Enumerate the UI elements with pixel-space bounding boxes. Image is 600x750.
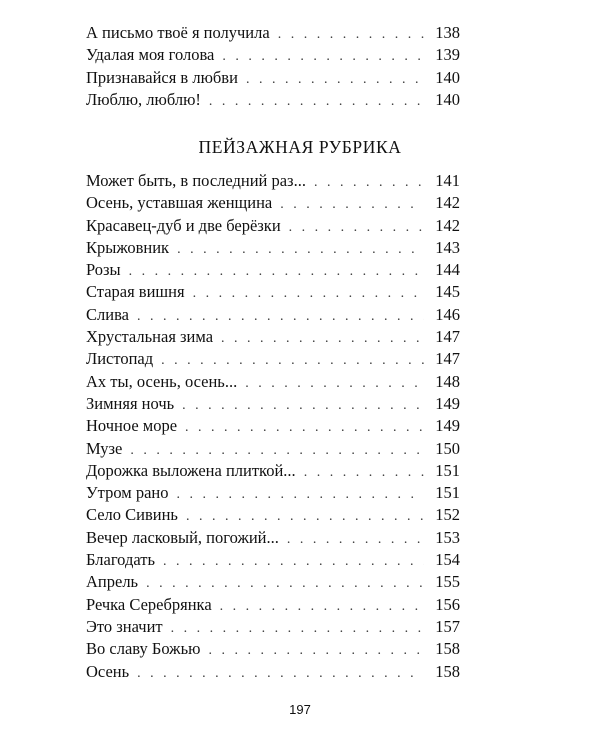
toc-dot-leader <box>208 640 424 662</box>
toc-dot-leader <box>163 551 424 573</box>
toc-entry-page: 140 <box>435 89 460 109</box>
toc-entry <box>86 259 460 281</box>
toc-entry-page: 151 <box>435 460 460 480</box>
toc-section-list <box>86 170 460 683</box>
toc-entry-page: 140 <box>435 67 460 87</box>
toc-entry <box>86 304 460 326</box>
toc-dot-leader <box>171 618 424 640</box>
toc-entry-page: 147 <box>435 327 460 347</box>
toc-entry-title: Благодать <box>86 550 155 570</box>
toc-entry <box>86 44 460 66</box>
toc-entry-title: Ночное море <box>86 416 178 436</box>
toc-dot-leader <box>289 217 424 239</box>
toc-entry <box>86 348 460 370</box>
toc-entry-page: 153 <box>435 527 460 547</box>
toc-entry-title: Вечер ласковый, погожий... <box>86 527 279 547</box>
toc-entry-page: 143 <box>435 237 460 257</box>
toc-dot-leader <box>287 529 424 551</box>
toc-entry-page: 147 <box>435 349 460 369</box>
toc-entry-page: 150 <box>435 438 460 458</box>
toc-entry-title: Музе <box>86 438 123 458</box>
toc-entry-title: Слива <box>86 304 129 324</box>
toc-entry <box>86 393 460 415</box>
toc-entry <box>86 527 460 549</box>
toc-entry-title: Хрустальная зима <box>86 327 214 347</box>
toc-entry-title: Это значит <box>86 616 163 636</box>
toc-entry <box>86 281 460 303</box>
toc-entry-title: Листопад <box>86 349 154 369</box>
toc-entry-page: 138 <box>435 23 460 42</box>
toc-entry-page: 142 <box>435 215 460 235</box>
page-number: 197 <box>289 702 311 717</box>
toc-dot-leader <box>186 506 424 528</box>
toc-entry-title: Может быть, в последний раз... <box>86 171 306 190</box>
toc-entry-title: Осень <box>86 661 130 681</box>
toc-entry-title: Дорожка выложена плиткой... <box>86 460 296 480</box>
toc-entry-page: 142 <box>435 193 460 213</box>
toc-top-list <box>86 22 460 111</box>
toc-dot-leader <box>130 440 424 462</box>
toc-entry <box>86 661 460 683</box>
toc-entry-page: 155 <box>435 572 460 592</box>
toc-entry <box>86 89 460 111</box>
toc-entry-page: 157 <box>435 616 460 636</box>
toc-entry-title: Апрель <box>86 572 139 592</box>
toc-entry-title: Во славу Божью <box>86 639 201 659</box>
toc-entry <box>86 415 460 437</box>
toc-dot-leader <box>177 239 424 261</box>
toc-entry-page: 141 <box>435 171 460 190</box>
toc-dot-leader <box>220 596 424 618</box>
toc-entry <box>86 638 460 660</box>
toc-dot-leader <box>222 46 424 68</box>
toc-dot-leader <box>280 194 424 216</box>
toc-dot-leader <box>146 573 424 595</box>
toc-entry-title: Село Сивинь <box>86 505 178 525</box>
toc-entry-page: 148 <box>435 371 460 391</box>
toc-entry-title: Люблю, люблю! <box>86 89 201 109</box>
toc-entry-page: 139 <box>435 45 460 65</box>
toc-entry <box>86 237 460 259</box>
toc-entry-page: 151 <box>435 483 460 503</box>
toc-dot-leader <box>161 350 424 372</box>
toc-dot-leader <box>221 328 424 350</box>
toc-dot-leader <box>193 283 424 305</box>
toc-dot-leader <box>185 417 424 439</box>
toc-entry-title: Утром рано <box>86 483 169 503</box>
toc-entry <box>86 170 460 192</box>
toc-dot-leader <box>246 69 424 91</box>
toc-entry-title: Красавец-дуб и две берёзки <box>86 215 281 235</box>
toc-dot-leader <box>278 24 424 46</box>
toc-dot-leader <box>304 462 424 484</box>
toc-entry <box>86 594 460 616</box>
toc-entry-page: 149 <box>435 416 460 436</box>
toc-entry <box>86 504 460 526</box>
toc-entry-title: Старая вишня <box>86 282 185 302</box>
toc-entry <box>86 460 460 482</box>
toc-dot-leader <box>177 484 425 506</box>
toc-dot-leader <box>182 395 424 417</box>
section-heading: ПЕЙЗАЖНАЯ РУБРИКА <box>198 137 402 157</box>
toc-entry <box>86 482 460 504</box>
toc-entry-title: Удалая моя голова <box>86 45 215 65</box>
toc-dot-leader <box>137 663 424 685</box>
toc-entry-page: 152 <box>435 505 460 525</box>
toc-entry <box>86 67 460 89</box>
toc-dot-leader <box>209 91 424 113</box>
toc-dot-leader <box>129 261 424 283</box>
toc-entry <box>86 571 460 593</box>
toc-entry-page: 158 <box>435 661 460 681</box>
toc-entry-title: Ах ты, осень, осень... <box>86 371 238 391</box>
toc-entry-title: Речка Серебрянка <box>86 594 212 614</box>
toc-entry-title: Крыжовник <box>86 237 170 257</box>
toc-entry <box>86 326 460 348</box>
toc-entry-title: А письмо твоё я получила <box>86 23 270 42</box>
toc-entry <box>86 371 460 393</box>
toc-entry <box>86 192 460 214</box>
toc-entry <box>86 616 460 638</box>
toc-entry <box>86 215 460 237</box>
toc-entry-page: 149 <box>435 393 460 413</box>
toc-entry-page: 154 <box>435 550 460 570</box>
toc-entry-title: Осень, уставшая женщина <box>86 193 273 213</box>
toc-dot-leader <box>137 306 424 328</box>
toc-entry-title: Розы <box>86 260 121 280</box>
toc-dot-leader <box>245 373 424 395</box>
toc-entry-title: Признавайся в любви <box>86 67 238 87</box>
toc-entry <box>86 549 460 571</box>
toc-entry-title: Зимняя ночь <box>86 393 175 413</box>
toc-entry-page: 156 <box>435 594 460 614</box>
toc-entry <box>86 22 460 44</box>
toc-entry-page: 145 <box>435 282 460 302</box>
toc-entry-page: 146 <box>435 304 460 324</box>
toc-entry <box>86 438 460 460</box>
toc-entry-page: 158 <box>435 639 460 659</box>
toc-entry-page: 144 <box>435 260 460 280</box>
toc-dot-leader <box>314 172 424 194</box>
